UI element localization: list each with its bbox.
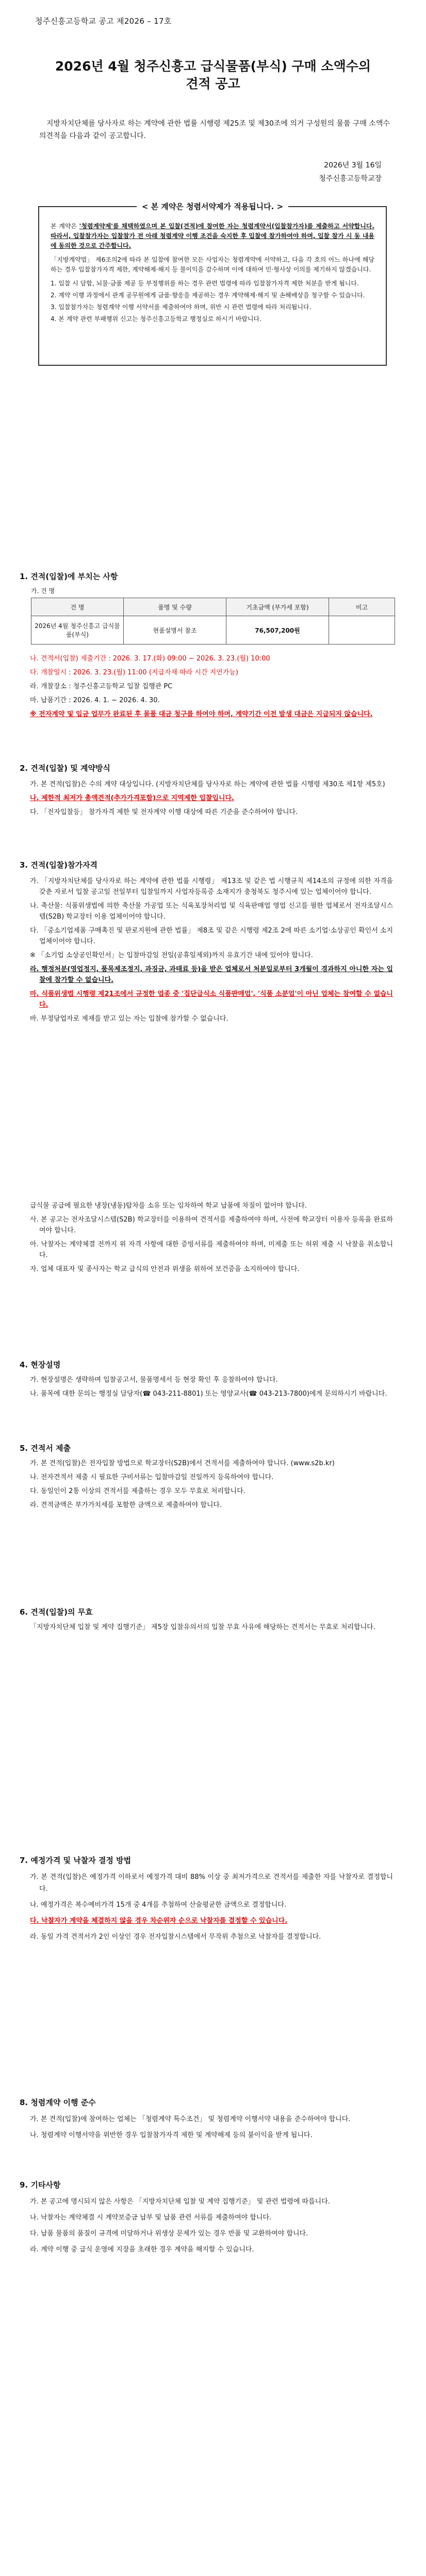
- section-2-list: [30, 779, 393, 821]
- table-header: 품명 및 수량: [124, 598, 226, 616]
- list-item: 라. 견적금액은 부가가치세를 포함한 금액으로 제출하여야 합니다.: [30, 1501, 222, 1509]
- list-item: 다. 동일인이 2통 이상의 견적서를 제출하는 경우 모두 무효로 처리합니다.: [30, 1487, 245, 1495]
- table-cell: [329, 616, 395, 645]
- issuer-name: 청주신흥고등학교장: [319, 175, 382, 183]
- table-row: [31, 616, 395, 645]
- item-table: [31, 598, 395, 645]
- notice-bullet-2: 2. 계약 이행 과정에서 관계 공무원에게 금품·향응을 제공하는 경우 계약해제·해지 및 손해배상을 청구할 수 있습니다.: [51, 292, 365, 299]
- notice-bullet-1: 1. 입찰 시 담합, 뇌물·금품 제공 등 부정행위를 하는 경우 관련 법령에 따라 입찰참가자격 제한 처분을 받게 됩니다.: [51, 280, 359, 287]
- page-title: 2026년 4월 청주신흥고 급식물품(부식) 구매 소액수의: [55, 59, 371, 74]
- section-1-list: [30, 653, 393, 723]
- notice-title: < 본 계약은 청렴서약제가 적용됩니다. >: [137, 202, 288, 211]
- list-item: 다. 낙찰자가 계약을 체결하지 않을 경우 차순위자 순으로 낙찰자를 결정할 수 있습니다.: [30, 1917, 288, 1925]
- page-title-line2: 견적 공고: [186, 76, 240, 91]
- table-header: 건 명: [31, 598, 124, 616]
- list-item: 마. 납품기간 : 2026. 4. 1. ~ 2026. 4. 30.: [30, 697, 160, 704]
- section-2-heading: 2. 견적(입찰) 및 계약방식: [20, 764, 110, 773]
- notice-p1-normal: 본 계약은: [51, 223, 79, 230]
- notice-p1-highlight: '청렴계약제'를 채택하였으며 본 입찰(견적)에 참여한 자는 청렴계약서(입찰참가자)를 제출하고 서약합니다. 따라서, 입찰참가자는 입찰참가 전 아래 청렴계약 이행 조건을 숙지한 후 입찰에 참가하여야 하며, 입찰 참가 시 동 내용에 동의한 것으로 간주합니다.: [51, 223, 374, 249]
- table-cell: 2026년 4월 청주신흥고 급식물품(부식): [31, 616, 124, 645]
- list-item: 라. 계약 이행 중 급식 운영에 지장을 초래한 경우 계약을 해지할 수 있습니다.: [30, 2246, 254, 2253]
- section-5-heading: 5. 견적서 제출: [20, 1444, 71, 1453]
- list-item: 라. 개찰장소 : 청주신흥고등학교 입찰 집행관 PC: [30, 683, 173, 690]
- list-item: 「지방자치단체 입찰 및 계약 집행기준」 제5장 입찰유의서의 입찰 무효 사유에 해당하는 견적서는 무효로 처리합니다.: [30, 1623, 375, 1631]
- list-item: [30, 667, 393, 678]
- list-item: 나. 축산물: 식품위생법에 의한 축산물 가공업 또는 식육포장처리업 및 식육판매업 영업 신고를 필한 업체로서 전자조달시스템(S2B) 학교장터 이용 업체이어야 합니다.: [30, 902, 393, 921]
- integrity-notice-box: [38, 202, 387, 366]
- list-item: 가. 본 견적(입찰)에 참여하는 업체는 「청렴계약 특수조건」 및 청렴계약 이행서약 내용을 준수하여야 합니다.: [30, 2115, 351, 2123]
- list-item: 다. 「중소기업제품 구매촉진 및 판로지원에 관한 법률」 제8조 및 같은 시행령 제2조 2에 따른 소기업·소상공인 확인서 소지 업체이어야 합니다.: [30, 927, 393, 945]
- submission-period: 나. 견적서(입찰) 제출기간 : 2026. 3. 17.(화) 09:00 ~ 2026. 3. 23.(월) 10:00: [30, 655, 270, 663]
- list-item: 가. 본 견적(입찰)은 예정가격 이하로서 예정가격 대비 88% 이상 중 최저가격으로 견적서를 제출한 자를 낙찰자로 결정합니다.: [30, 1873, 393, 1893]
- list-item: 급식물 공급에 필요한 냉장(냉동)탑차를 소유 또는 임차하여 학교 납품에 차질이 없어야 합니다.: [30, 1202, 307, 1210]
- list-item: 가. 본 공고에 명시되지 않은 사항은 「지방자치단체 입찰 및 계약 집행기준」 및 관련 법령에 따릅니다.: [30, 2198, 330, 2206]
- list-item: 가. 본 견적(입찰)은 전자입찰 방법으로 학교장터(S2B)에서 견적서를 제출하여야 합니다. (www.s2b.kr): [30, 1460, 335, 1467]
- list-item: 자. 업체 대표자 및 종사자는 학교 급식의 안전과 위생을 위하여 보건증을 소지하여야 합니다.: [30, 1265, 300, 1273]
- opening-datetime: 다. 개찰일시 : 2026. 3. 23.(월) 11:00 (지급자재 따라 시간 지연가능): [30, 669, 238, 676]
- list-item: 아. 낙찰자는 계약체결 전까지 위 자격 사항에 대한 증빙서류를 제출하여야 하며, 미제출 또는 허위 제출 시 낙찰을 취소합니다.: [30, 1241, 393, 1259]
- list-item: 가. 「지방자치단체를 당사자로 하는 계약에 관한 법률 시행령」 제13조 및 같은 법 시행규칙 제14조의 규정에 의한 자격을 갖춘 자로서 입찰 공고일 전일부터 입찰일까지 사업자등록증 소재지가 충청북도 청주시에 있는 업체이어야 합니다.: [30, 877, 393, 896]
- section-6-heading: 6. 견적(입찰)의 무효: [20, 1607, 93, 1617]
- table-caption: 가. 건 명: [31, 587, 55, 595]
- section-3-list: [30, 876, 393, 1027]
- list-item: 마. 식품위생법 시행령 제21조에서 규정한 업종 중 '집단급식소 식품판매업', '식품 소분업'이 아닌 업체는 참여할 수 없습니다.: [30, 990, 393, 1009]
- section-8-heading: 8. 청렴계약 이행 준수: [20, 2098, 96, 2107]
- section-3-heading: 3. 견적(입찰)참가자격: [20, 860, 97, 870]
- list-item: 나. 낙찰자는 계약체결 시 계약보증금 납부 및 납품 관련 서류를 제출하여야 합니다.: [30, 2214, 272, 2222]
- table-cell: 현품설명서 참조: [124, 616, 226, 645]
- list-item: 라. 행정처분(영업정지, 품목제조정지, 과징금, 과태료 등)을 받은 업체로서 처분일로부터 3개월이 경과하지 아니한 자는 입찰에 참가할 수 없습니다.: [30, 965, 393, 984]
- list-item: 다. 납품 물품의 품질이 규격에 미달하거나 위생상 문제가 있는 경우 반품 및 교환하여야 합니다.: [30, 2230, 308, 2238]
- section-5-list: [30, 1458, 393, 1514]
- notice-p2: 「지방계약법」 제6조의2에 따라 본 입찰에 참여한 모든 사업자는 청렴계약에 서약하고, 다음 각 호의 어느 하나에 해당하는 경우 입찰참가자격 제한, 계약해제·해지 등 불이익을 감수하며 이에 대하여 민·형사상 이의를 제기하지 않겠습니다.: [51, 256, 374, 273]
- announcement-date: 2026년 3월 16일: [324, 161, 382, 170]
- table-header: 기초금액 (부가세 포함): [226, 598, 329, 616]
- section-3-continued: [30, 1200, 393, 1278]
- intro-paragraph: 지방자치단체를 당사자로 하는 계약에 관한 법률 시행령 제25조 및 제30조에 의거 구성원의 물품 구매 소액수의견적을 다음과 같이 공고합니다.: [39, 120, 390, 140]
- list-item: 나. 청렴계약 이행서약을 위반한 경우 입찰참가자격 제한 및 계약해제 등의 불이익을 받게 됩니다.: [30, 2131, 313, 2139]
- section-7-heading: 7. 예정가격 및 낙찰자 결정 방법: [20, 1856, 132, 1865]
- list-item: ※ 전자계약 및 입금 업무가 완료된 후 물품 대금 청구를 하여야 하며, 계약기간 이전 발생 대금은 지급되지 않습니다.: [30, 710, 373, 718]
- list-item: 나. 전자견적서 제출 시 필요한 구비서류는 입찰마감일 전일까지 등록하여야 합니다.: [30, 1473, 274, 1481]
- section-6-list: [30, 1622, 393, 1636]
- list-item: 가. 현장설명은 생략하며 입찰공고서, 물품명세서 등 현장 확인 후 응찰하여야 합니다.: [30, 1376, 278, 1384]
- section-4-list: [30, 1375, 393, 1402]
- section-1-heading: 1. 견적(입찰)에 부치는 사항: [20, 572, 118, 581]
- document-number: 청주신흥고등학교 공고 제2026 – 17호: [35, 16, 172, 26]
- list-item: 나. 품목에 대한 문의는 행정실 담당자(☎ 043-211-8801) 또는 영양교사(☎ 043-213-7800)에게 문의하시기 바랍니다.: [30, 1390, 387, 1398]
- table-header: 비고: [329, 598, 395, 616]
- list-item: 바. 부정당업자로 제재를 받고 있는 자는 입찰에 참가할 수 없습니다.: [30, 1015, 228, 1023]
- section-4-heading: 4. 현장설명: [20, 1360, 61, 1369]
- section-9-list: [30, 2196, 393, 2260]
- list-item: ※ 「소기업 소상공인확인서」는 입찰마감일 전일(공휴일제외)까지 유효기간 내에 있어야 합니다.: [30, 952, 313, 959]
- notice-bullet-4: 4. 본 계약 관련 부패행위 신고는 청주신흥고등학교 행정실로 하시기 바랍니다.: [51, 315, 261, 323]
- section-9-heading: 9. 기타사항: [20, 2180, 61, 2190]
- list-item: 가. 본 견적(입찰)은 수의 계약 대상입니다. (지방자치단체를 당사자로 하는 계약에 관한 법률 시행령 제30조 제1항 제5호): [30, 781, 385, 788]
- list-item: 사. 본 공고는 전자조달시스템(S2B) 학교장터를 이용하여 견적서를 제출하여야 하며, 사전에 학교장터 이용자 등록을 완료하여야 합니다.: [30, 1216, 393, 1234]
- list-item: 라. 동일 가격 견적서가 2인 이상인 경우 전자입찰시스템에서 무작위 추첨으로 낙찰자를 결정합니다.: [30, 1933, 321, 1941]
- table-header-row: [31, 598, 395, 616]
- table-cell: 76,507,200원: [226, 616, 329, 645]
- section-7-list: [30, 1871, 393, 1947]
- list-item: 다. 「전자입찰등」 참가자격 제한 및 전자계약 이행 대상에 따른 기준을 준수하여야 합니다.: [30, 808, 298, 816]
- notice-body: [51, 222, 374, 326]
- list-item: 나. 예정가격은 복수예비가격 15개 중 4개를 추첨하여 산술평균한 금액으로 결정합니다.: [30, 1901, 287, 1909]
- notice-bullet-3: 3. 입찰참가자는 청렴계약 이행 서약서를 제출하여야 하며, 위반 시 관련 법령에 따라 처리됩니다.: [51, 303, 312, 311]
- list-item: [30, 653, 393, 664]
- section-8-list: [30, 2113, 393, 2145]
- list-item: 나. 제한적 최저가 총액견적(추가가격포함)으로 지역제한 입찰입니다.: [30, 794, 235, 802]
